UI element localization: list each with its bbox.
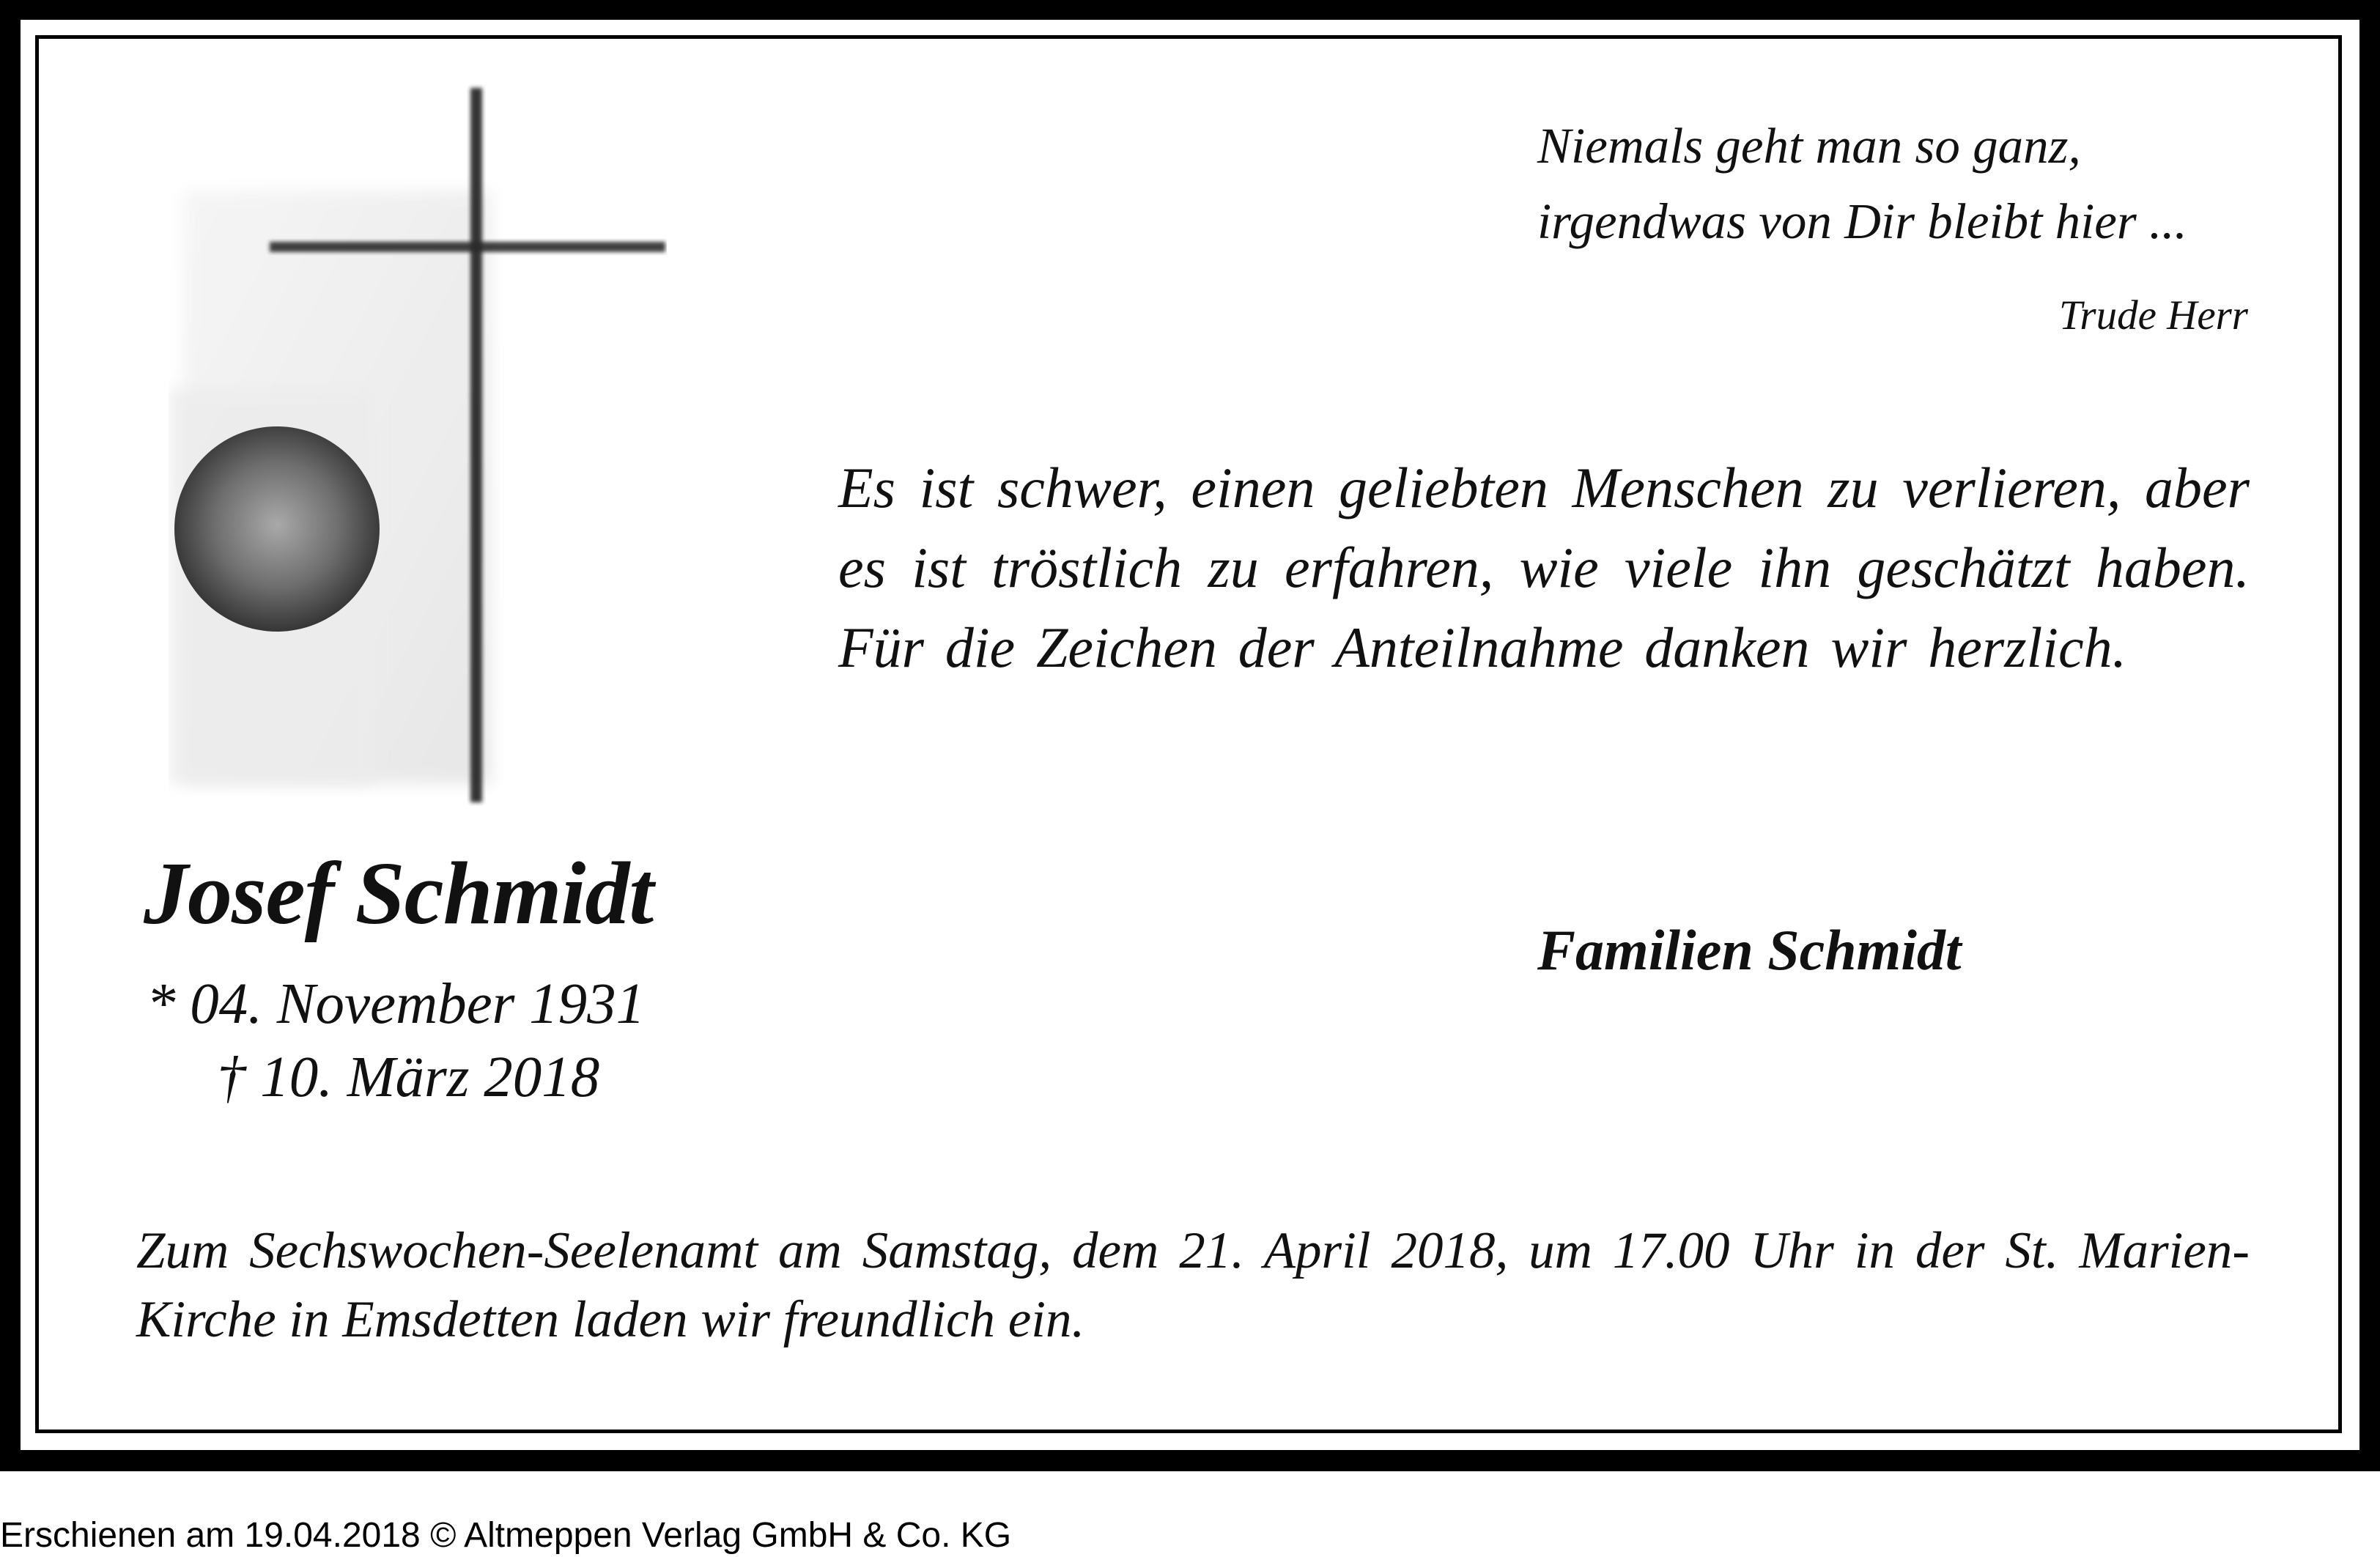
quote-line: Niemals geht man so ganz, — [1537, 118, 2081, 174]
quote-author: Trude Herr — [2058, 292, 2248, 339]
publication-footer: Erschienen am 19.04.2018 © Altmeppen Verlag GmbH & Co. KG — [0, 1516, 1012, 1555]
invitation-text: Zum Sechswochen-Seelenamt am Samstag, dem 21. April 2018, um 17.00 Uhr in der St. Marien-Kirche in Emsdetten laden wir freundlich ein. — [136, 1222, 2250, 1348]
birth-date: * 04. November 1931 — [147, 972, 646, 1036]
thanks-text: Es ist schwer, einen geliebten Menschen zu verlieren, aber es ist tröstlich zu erfahren, wie viele ihn geschätzt haben. Für die Zeichen der Anteilnahme danken wir herzlich. — [838, 456, 2250, 679]
cross-emblem-icon — [169, 81, 667, 806]
sphere-shape — [174, 426, 380, 632]
quote-line: irgendwas von Dir bleibt hier ... — [1537, 193, 2187, 249]
quote — [1537, 108, 2187, 259]
deceased-name: Josef Schmidt — [144, 844, 654, 943]
death-date: † 10. März 2018 — [217, 1046, 600, 1109]
family-signature: Familien Schmidt — [1537, 918, 1962, 982]
